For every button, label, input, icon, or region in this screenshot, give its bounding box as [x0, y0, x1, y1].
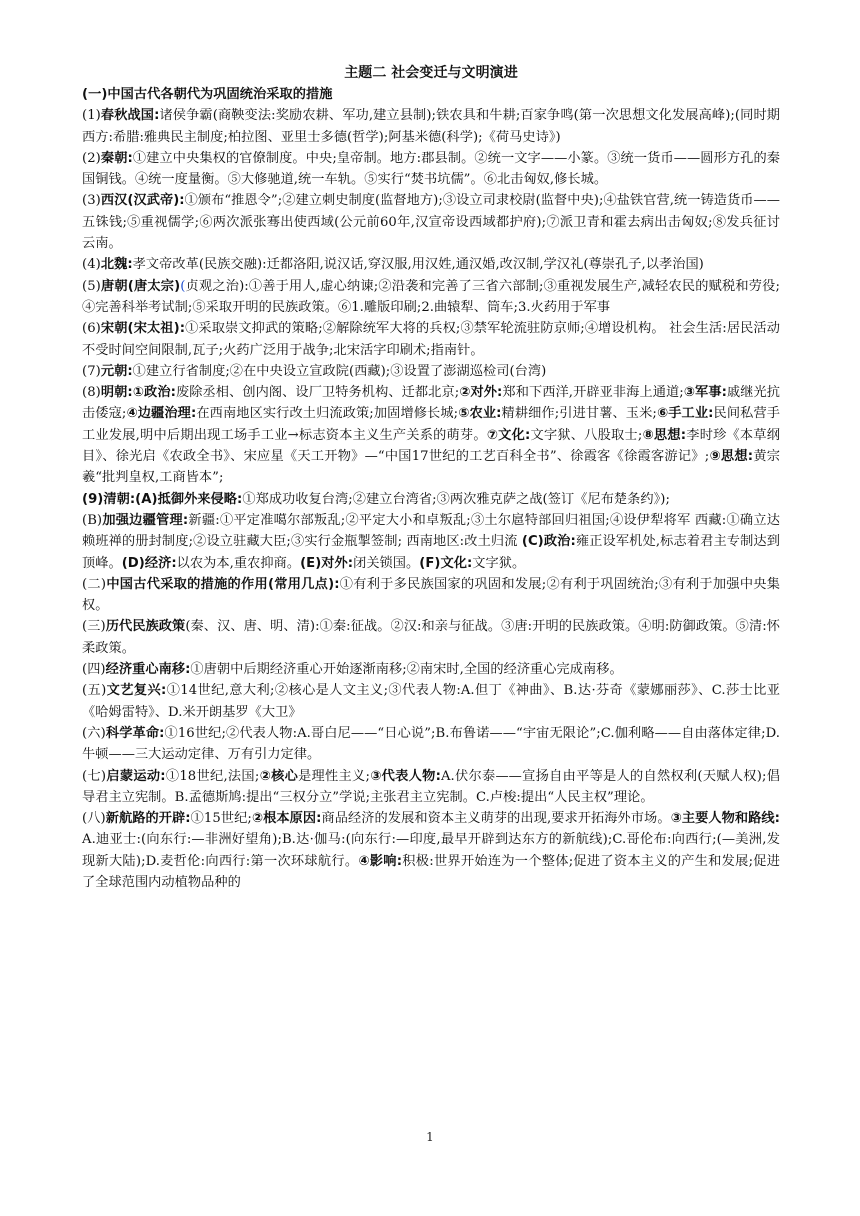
item-label: 明朝: — [100, 385, 133, 401]
item-text: 诸侯争霸(商鞅变法:奖励农耕、军功,建立县制);铁农具和牛耕;百家争鸣(第一次思想文化发展高峰);(同时期西方:希腊:雅典民主制度;柏拉图、亚里士多德(哲学);阿基米德(科学);《荷马史诗》) — [82, 108, 780, 145]
item-label: 宋朝(宋太祖): — [100, 321, 186, 337]
paragraph-section-6 — [82, 723, 780, 766]
sub-text: 闭关锁国。 — [353, 555, 420, 571]
item-number: (四) — [82, 662, 106, 678]
sub-text: 民间私营手工业发展,明中后期出现工场手工业→标志资本主义生产关系的萌芽。 — [82, 406, 780, 443]
sub-label: ⑥手工业: — [656, 406, 714, 422]
item-label: 启蒙运动: — [106, 768, 166, 784]
sub-text: 以农为本,重农抑商。 — [176, 555, 301, 571]
item-text: ①建立中央集权的官僚制度。中央;皇帝制。地方:郡县制。②统一文字——小篆。③统一货币——圆形方孔的秦国铜钱。④统一度量衡。⑤大修驰道,统一车轨。⑤实行“焚书坑儒”。⑥北击匈奴,修长城。 — [82, 150, 780, 188]
paragraph-western-han — [82, 190, 780, 254]
paragraph-section-2 — [82, 574, 780, 617]
item-number: (3) — [82, 193, 101, 209]
paragraph-yuan — [82, 361, 780, 382]
item-number: (5) — [82, 278, 101, 294]
item-number: (二) — [82, 576, 107, 592]
paragraph-song — [82, 318, 780, 361]
item-label: 唐朝(唐太宗) — [100, 278, 181, 294]
sub-label: ⑨思想: — [709, 449, 754, 465]
item-number: (五) — [82, 683, 107, 699]
sub-label: ④影响: — [358, 853, 403, 869]
sub-text: 精耕细作;引进甘薯、玉米; — [501, 406, 657, 422]
item-label: 西汉(汉武帝): — [100, 193, 185, 209]
sub-text: A.迪亚士:(向东行:—非洲好望角);B.达·伽马:(向东行:—印度,最早开辟到达东方的新航线);C.哥伦布:向西行;(—美洲,发现新大陆);D.麦哲伦:向西行:第一次环球航行。 — [82, 832, 780, 869]
sub-label: ③军事: — [683, 385, 727, 401]
item-label: 春秋战国: — [100, 108, 160, 124]
sub-text: A.伏尔泰——宣扬自由平等是人的自然权利(天赋人权);倡导君主立宪制。B.孟德斯鸠:提出“三权分立”学说;主张君主立宪制。C.卢梭:提出“人民主权”理论。 — [82, 768, 780, 805]
paragraph-qing-a — [82, 489, 780, 510]
item-label: 中国古代采取的措施的作用(常用几点): — [106, 576, 340, 592]
sub-text: 李时珍《本草纲目》、徐光启《农政全书》、宋应星《天工开物》—“中国17世纪的工艺百科全书”、徐霞客《徐霞客游记》; — [82, 427, 781, 465]
item-text: 新疆:①平定准噶尔部叛乱;②平定大小和卓叛乱;③土尔扈特部回归祖国;④设伊犁将军 西藏:①确立达赖班禅的册封制度;②设立驻藏大臣;③实行金瓶掣签制; 西南地区:改土归流 — [82, 512, 780, 550]
sub-text: 是理性主义; — [298, 768, 370, 784]
document-page — [82, 62, 780, 893]
item-text: ①颁布“推恩令”;②建立刺史制度(监督地方);③设立司隶校尉(监督中央);④盐铁官营,统一铸造货币——五铢钱;⑤重视儒学;⑥两次派张骞出使西域(公元前60年,汉宣帝设西域都护府);⑦派卫青和霍去病出击匈奴;⑧发兵征讨云南。 — [82, 193, 780, 252]
item-number: (七) — [82, 768, 107, 784]
sub-text: 戚继光抗击倭寇; — [82, 385, 781, 422]
sub-text: 文字狱、八股取士; — [530, 427, 643, 443]
sub-label: (D)经济: — [121, 555, 177, 571]
item-text: ①有利于多民族国家的巩固和发展;②有利于巩固统治;③有利于加强中央集权。 — [82, 576, 780, 614]
sub-label: (C)政治: — [521, 534, 576, 550]
item-label: (9)清朝:(A)抵御外来侵略: — [82, 491, 243, 507]
paragraph-section-3 — [82, 616, 780, 659]
item-label: 历代民族政策 — [105, 619, 186, 635]
item-text: 贞观之治):①善于用人,虚心纳谏;②沿袭和完善了三省六部制;③重视发展生产,减轻农民的赋税和劳役;④完善科举考试制;⑤采取开明的民族政策。⑥1.雕版印刷;2.曲辕犁、筒车;3.火药用于军事 — [82, 278, 780, 315]
paragraph-section-4 — [82, 659, 780, 680]
item-text: ①郑成功收复台湾;②建立台湾省;③两次雅克萨之战(签订《尼布楚条约》); — [242, 491, 670, 507]
item-text: ①18世纪,法国; — [165, 768, 260, 784]
item-text: ①唐朝中后期经济重心开始逐渐南移;②南宋时,全国的经济重心完成南移。 — [190, 662, 623, 678]
item-label: 经济重心南移: — [105, 662, 191, 678]
paragraph-tang — [82, 276, 780, 319]
sub-text: 商品经济的发展和资本主义萌芽的出现,要求开拓海外市场。 — [321, 811, 671, 827]
paragraph-northern-wei — [82, 254, 780, 275]
paragraph-section-5 — [82, 680, 780, 723]
sub-label: ②根本原因: — [251, 811, 322, 827]
sub-label: ②对外: — [459, 385, 503, 401]
page-number: 1 — [426, 1130, 434, 1144]
item-number: (8) — [82, 385, 101, 401]
item-number: (4) — [82, 257, 101, 273]
item-text: ①16世纪;②代表人物:A.哥白尼——“日心说”;B.布鲁诺——“宇宙无限论”;C.伽利略——自由落体定律;D.牛顿——三大运动定律、万有引力定律。 — [82, 725, 780, 763]
sub-label: ④边疆治理: — [126, 406, 197, 422]
item-label: 秦朝: — [100, 150, 133, 166]
sub-text: 废除丞相、创内阁、设厂卫特务机构、迁都北京; — [175, 385, 460, 401]
item-text: ①15世纪; — [190, 811, 252, 827]
item-text: ①14世纪,意大利;②核心是人文主义;③代表人物:A.但丁《神曲》、B.达·芬奇《蒙娜丽莎》、C.莎士比亚《哈姆雷特》、D.米开朗基罗《大卫》 — [82, 683, 780, 720]
sub-text: 郑和下西洋,开辟亚非海上通道; — [502, 385, 684, 401]
item-number: (7) — [82, 363, 101, 379]
paragraph-qin — [82, 148, 780, 191]
item-number: (三) — [82, 619, 106, 635]
sub-text: 黄宗羲“批判皇权,工商皆本”; — [82, 449, 781, 486]
paragraph-section-8 — [82, 808, 780, 893]
item-number: (1) — [82, 108, 101, 124]
sub-label: ⑤农业: — [458, 406, 502, 422]
paragraph-section-7 — [82, 766, 780, 809]
item-label: 北魏: — [100, 257, 133, 273]
item-number: (B) — [82, 512, 103, 528]
paragraph-ming — [82, 382, 780, 488]
item-text: 孝文帝改革(民族交融):迁都洛阳,说汉话,穿汉服,用汉姓,通汉婚,改汉制,学汉礼(尊崇孔子,以孝治国) — [132, 257, 704, 273]
item-number: (6) — [82, 321, 101, 337]
item-label: 新航路的开辟: — [105, 811, 191, 827]
sub-text: 在西南地区实行改土归流政策;加固增修长城; — [196, 406, 459, 422]
item-label: 元朝: — [100, 363, 133, 379]
paragraph-spring-autumn — [82, 105, 780, 148]
sub-label: ②核心 — [259, 768, 299, 784]
item-number: (2) — [82, 150, 101, 166]
item-text: ①采取崇文抑武的策略;②解除统军大将的兵权;③禁军轮流驻防京师;④增设机构。 社会生活:居民活动不受时间空间限制,瓦子;火药广泛用于战争;北宋活字印刷术;指南针。 — [82, 321, 780, 358]
blue-paren: ( — [180, 278, 186, 294]
sub-label: ①政治: — [132, 385, 176, 401]
sub-label: ③代表人物: — [369, 768, 441, 784]
item-text: (秦、汉、唐、明、清):①秦:征战。②汉:和亲与征战。③唐:开明的民族政策。④明:防御政策。⑤清:怀柔政策。 — [82, 619, 780, 656]
item-number: (八) — [82, 811, 106, 827]
item-label: 加强边疆管理: — [102, 512, 189, 528]
sub-label: ⑦文化: — [486, 427, 531, 443]
heading-text: (一)中国古代各朝代为巩固统治采取的措施 — [82, 87, 333, 102]
sub-label: ⑧思想: — [642, 427, 687, 443]
sub-text: 雍正设军机处,标志着君主专制达到顶峰。 — [82, 534, 780, 571]
section-1-heading — [82, 84, 780, 105]
item-label: 科学革命: — [105, 725, 165, 741]
sub-text: 积极:世界开始连为一个整体;促进了资本主义的产生和发展;促进了全球范围内动植物品种的 — [82, 853, 781, 890]
paragraph-qing-b — [82, 510, 780, 574]
sub-label: (F)文化: — [419, 555, 473, 571]
sub-text: 文字狱。 — [472, 555, 526, 571]
item-label: 文艺复兴: — [106, 683, 167, 699]
sub-label: (E)对外: — [300, 555, 354, 571]
page-title: 主题二 社会变迁与文明演进 — [344, 65, 518, 81]
item-text: ①建立行省制度;②在中央设立宣政院(西藏);③设置了澎湖巡检司(台湾) — [132, 363, 547, 379]
item-number: (六) — [82, 725, 106, 741]
sub-label: ③主要人物和路线: — [670, 811, 780, 827]
